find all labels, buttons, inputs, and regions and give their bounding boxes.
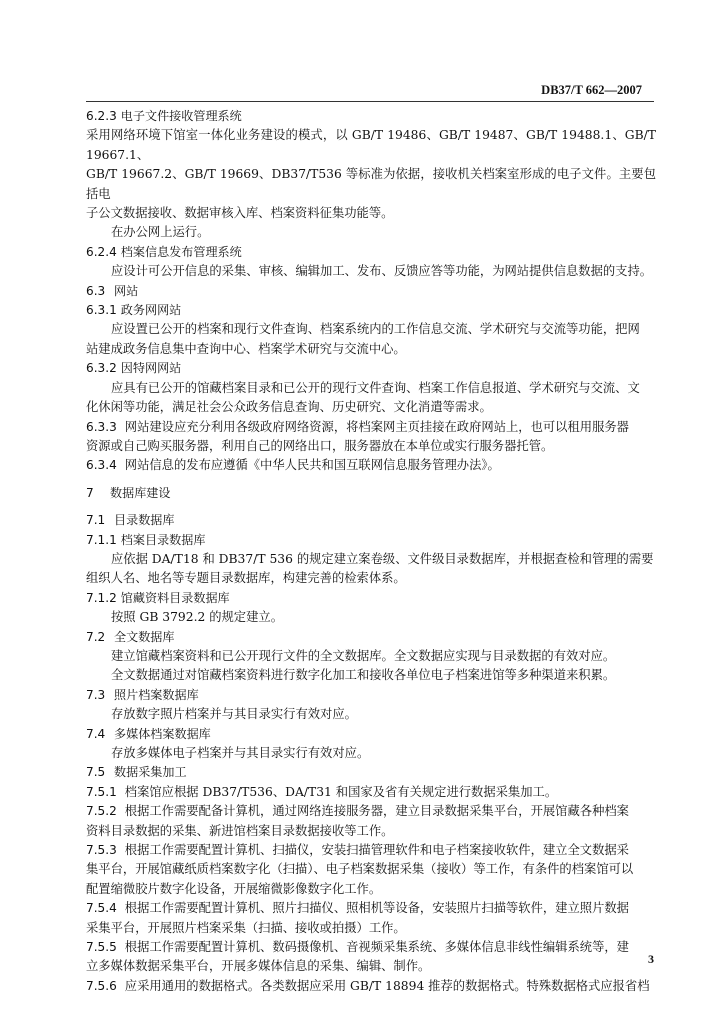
clause-7-5-1 bbox=[86, 783, 656, 802]
paragraph-line: GB/T 19667.2、GB/T 19669、DB37/T536 等标准为依据，接收机关档案室形成的电子文件。主要包括电 bbox=[86, 167, 656, 201]
heading-6-3 bbox=[86, 282, 656, 301]
paragraph-line: 建立馆藏档案资料和已公开现行文件的全文数据库。全文数据应实现与目录数据的有效对应。 bbox=[111, 648, 616, 663]
heading-7-2 bbox=[86, 628, 656, 647]
heading-7-5 bbox=[86, 763, 656, 782]
section-number: 6.2.4 bbox=[86, 244, 117, 259]
section-number: 6.3.3 bbox=[86, 419, 117, 434]
clause-7-5-4 bbox=[86, 899, 656, 918]
paragraph-line: 子公文数据接收、数据审核入库、档案资料征集功能等。 bbox=[86, 206, 394, 221]
clause-7-5-5 bbox=[86, 938, 656, 957]
paragraph-line: 组织人名、地名等专题目录数据库，构建完善的检索体系。 bbox=[86, 571, 406, 586]
header-rule bbox=[86, 101, 654, 102]
section-number: 7.5.2 bbox=[86, 804, 117, 819]
section-title: 政务网网站 bbox=[120, 303, 182, 318]
paragraph-line: 采集平台，开展照片档案采集（扫描、接收或拍摄）工作。 bbox=[86, 920, 406, 935]
section-number: 7.5.5 bbox=[86, 940, 117, 955]
paragraph-line: 资料目录数据的采集、新进馆档案目录数据接收等工作。 bbox=[86, 823, 394, 838]
section-number: 6.2.3 bbox=[86, 109, 117, 123]
section-number: 7.5 bbox=[86, 765, 106, 780]
clause-text: 应采用通用的数据格式。各类数据应采用 GB/T 18894 推荐的数据格式。特殊数据格式应报省档 bbox=[124, 978, 650, 993]
paragraph-line: 在办公网上运行。 bbox=[111, 225, 210, 240]
section-title: 全文数据库 bbox=[114, 629, 175, 644]
document-body bbox=[86, 107, 656, 996]
section-number: 7.1.1 bbox=[86, 532, 117, 547]
heading-7-1-1 bbox=[86, 531, 656, 550]
section-number: 7.5.4 bbox=[86, 901, 117, 916]
section-title: 网站 bbox=[114, 283, 139, 298]
section-title: 多媒体档案数据库 bbox=[114, 726, 211, 741]
section-title: 电子文件接收管理系统 bbox=[120, 109, 242, 123]
clause-text: 根据工作需要配置计算机、照片扫描仪、照相机等设备，安装照片扫描等软件，建立照片数据 bbox=[124, 901, 629, 916]
heading-7-3 bbox=[86, 686, 656, 705]
paragraph-line: 集平台，开展馆藏纸质档案数字化（扫描）、电子档案数据采集（接收）等工作，有条件的档案馆可以 bbox=[86, 862, 634, 877]
clause-text: 根据工作需要配置计算机、扫描仪，安装扫描管理软件和电子档案接收软件，建立全文数据采 bbox=[124, 843, 629, 858]
section-title: 档案目录数据库 bbox=[120, 532, 206, 547]
paragraph-line: 应依据 DA/T18 和 DB37/T 536 的规定建立案卷级、文件级目录数据库，并根据查检和管理的需要 bbox=[111, 551, 654, 566]
section-number: 7.3 bbox=[86, 687, 106, 702]
clause-text: 档案馆应根据 DB37/T536、DA/T31 和国家及省有关规定进行数据采集加工。 bbox=[124, 784, 558, 799]
chapter-number: 7 bbox=[86, 485, 94, 500]
section-number: 7.1 bbox=[86, 513, 106, 528]
section-title: 因特网网站 bbox=[120, 361, 182, 376]
section-title: 馆藏资料目录数据库 bbox=[120, 590, 230, 605]
section-number: 7.4 bbox=[86, 726, 106, 741]
paragraph-line: 存放数字照片档案并与其目录实行有效对应。 bbox=[111, 707, 357, 722]
standard-code: DB37/T 662—2007 bbox=[541, 83, 642, 97]
paragraph-line: 按照 GB 3792.2 的规定建立。 bbox=[111, 610, 283, 625]
paragraph-line: 采用网络环境下馆室一体化业务建设的模式，以 GB/T 19486、GB/T 19487、GB/T 19488.1、GB/T 19667.1、 bbox=[86, 128, 656, 162]
heading-7-4 bbox=[86, 725, 656, 744]
heading-6-2-3 bbox=[86, 107, 656, 126]
section-title: 档案信息发布管理系统 bbox=[120, 244, 242, 259]
heading-6-3-2 bbox=[86, 359, 656, 378]
paragraph-line: 存放多媒体电子档案并与其目录实行有效对应。 bbox=[111, 746, 370, 760]
paragraph-line: 配置缩微胶片数字化设备，开展缩微影像数字化工作。 bbox=[86, 881, 382, 896]
clause-7-5-2 bbox=[86, 802, 656, 821]
section-number: 6.3.4 bbox=[86, 458, 117, 473]
section-number: 7.1.2 bbox=[86, 590, 117, 605]
section-title: 照片档案数据库 bbox=[114, 687, 199, 702]
clause-7-5-6 bbox=[86, 977, 656, 996]
paragraph-line: 应设计可公开信息的采集、审核、编辑加工、发布、反馈应答等功能，为网站提供信息数据的支持。 bbox=[111, 264, 653, 279]
clause-6-3-3 bbox=[86, 418, 656, 437]
section-title: 数据采集加工 bbox=[114, 765, 187, 780]
heading-6-2-4 bbox=[86, 243, 656, 262]
heading-7-1 bbox=[86, 511, 656, 530]
section-number: 6.3 bbox=[86, 283, 106, 298]
clause-text: 网站信息的发布应遵循《中华人民共和国互联网信息服务管理办法》。 bbox=[124, 458, 500, 473]
paragraph-line: 化休闲等功能，满足社会公众政务信息查询、历史研究、文化消遣等需求。 bbox=[86, 400, 492, 415]
section-number: 7.2 bbox=[86, 629, 106, 644]
section-number: 6.3.2 bbox=[86, 361, 117, 376]
clause-7-5-3 bbox=[86, 841, 656, 860]
section-number: 7.5.3 bbox=[86, 843, 117, 858]
chapter-title: 数据库建设 bbox=[110, 485, 171, 500]
paragraph-line: 全文数据通过对馆藏档案资料进行数字化加工和接收各单位电子档案进馆等多种渠道来积累。 bbox=[111, 668, 616, 683]
paragraph-line: 应设置已公开的档案和现行文件查询、档案系统内的工作信息交流、学术研究与交流等功能，把网 bbox=[111, 322, 640, 337]
section-number: 7.5.6 bbox=[86, 978, 117, 993]
paragraph-line: 资源或自己购买服务器，利用自己的网络出口，服务器放在本单位或实行服务器托管。 bbox=[86, 438, 554, 453]
paragraph-line: 应具有已公开的馆藏档案目录和已公开的现行文件查询、档案工作信息报道、学术研究与交流、文 bbox=[111, 380, 640, 395]
clause-text: 网站建设应充分利用各级政府网络资源，将档案网主页挂接在政府网站上，也可以租用服务器 bbox=[124, 419, 629, 434]
section-number: 6.3.1 bbox=[86, 303, 117, 318]
clause-6-3-4 bbox=[86, 456, 656, 475]
clause-text: 根据工作需要配备计算机，通过网络连接服务器，建立目录数据采集平台，开展馆藏各种档案 bbox=[124, 804, 629, 819]
clause-text: 根据工作需要配置计算机、数码摄像机、音视频采集系统、多媒体信息非线性编辑系统等，建 bbox=[124, 940, 629, 955]
page-number: 3 bbox=[648, 952, 654, 966]
section-title: 目录数据库 bbox=[114, 513, 175, 528]
paragraph-line: 站建成政务信息集中查询中心、档案学术研究与交流中心。 bbox=[86, 341, 406, 356]
chapter-7-heading bbox=[86, 484, 656, 503]
paragraph-line: 立多媒体数据采集平台，开展多媒体信息的采集、编辑、制作。 bbox=[86, 959, 431, 974]
heading-7-1-2 bbox=[86, 589, 656, 608]
heading-6-3-1 bbox=[86, 301, 656, 320]
section-number: 7.5.1 bbox=[86, 784, 117, 799]
